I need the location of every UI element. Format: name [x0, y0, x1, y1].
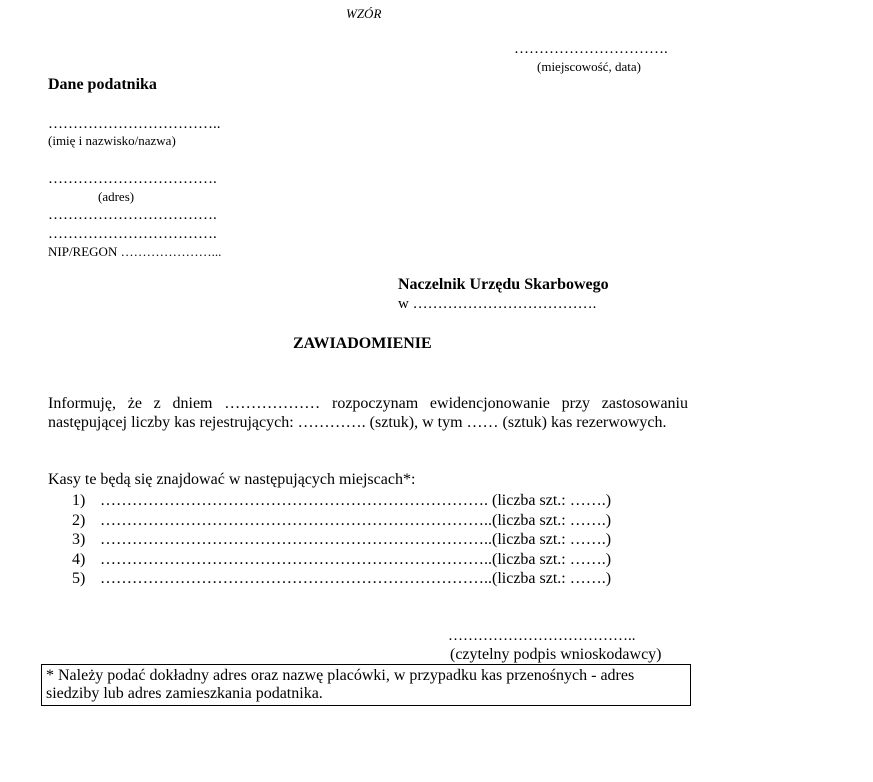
address-label: (adres) — [98, 189, 135, 204]
nip-regon-field: NIP/REGON …………………... — [48, 244, 222, 259]
list-item — [72, 569, 611, 589]
signature-label: (czytelny podpis wnioskodawcy) — [450, 646, 662, 663]
list-item — [72, 511, 611, 531]
name-label: (imię i nazwisko/nazwa) — [48, 133, 176, 148]
tax-office-blank: w ………………………………. — [398, 296, 597, 312]
name-blank: …………………………….. — [48, 116, 221, 132]
list-item — [72, 550, 611, 570]
taxpayer-section-title: Dane podatnika — [48, 76, 157, 93]
list-item-text: ………………………………………………………………..(liczba szt.: …….) — [100, 550, 612, 568]
place-date-blank: …………………………. — [514, 41, 668, 57]
address-blank-2: ……………………………. — [48, 207, 217, 223]
signature-blank: ……………………………….. — [448, 628, 636, 644]
list-item-number: 2) — [72, 511, 86, 529]
list-item-number: 4) — [72, 550, 86, 568]
list-item-text: ………………………………………………………………..(liczba szt.: …….) — [100, 531, 612, 548]
footnote: * Należy podać dokładny adres oraz nazwę placówki, w przypadku kas przenośnych - adres siedziby lub adres zamieszkania podatnika. — [41, 664, 691, 706]
address-blank: ……………………………. — [48, 171, 217, 187]
locations-intro: Kasy te będą się znajdować w następujących miejscach*: — [48, 471, 416, 488]
document-title: ZAWIADOMIENIE — [293, 335, 432, 352]
template-label: WZÓR — [346, 6, 382, 21]
list-item-text: ………………………………………………………………..(liczba szt.: …….) — [100, 570, 612, 587]
list-item — [72, 530, 611, 550]
address-blank-3: ……………………………. — [48, 226, 217, 242]
list-item-text: ………………………………………………………………. (liczba szt.: …….) — [100, 492, 612, 509]
list-item-text: ………………………………………………………………..(liczba szt.: …….) — [100, 511, 612, 529]
place-date-label: (miejscowość, data) — [537, 59, 641, 74]
recipient-title: Naczelnik Urzędu Skarbowego — [398, 276, 609, 293]
list-item — [72, 491, 611, 511]
list-item-number: 5) — [72, 570, 86, 587]
notification-body: Informuję, że z dniem ……………… rozpoczynam ewidencjonowanie przy zastosowaniu następującej liczby kas rejestrujących: …………. (sztuk), w tym …… (sztuk) kas rezerwowych. — [48, 395, 688, 431]
list-item-number: 1) — [72, 492, 86, 509]
locations-list — [72, 491, 611, 589]
list-item-number: 3) — [72, 531, 86, 548]
